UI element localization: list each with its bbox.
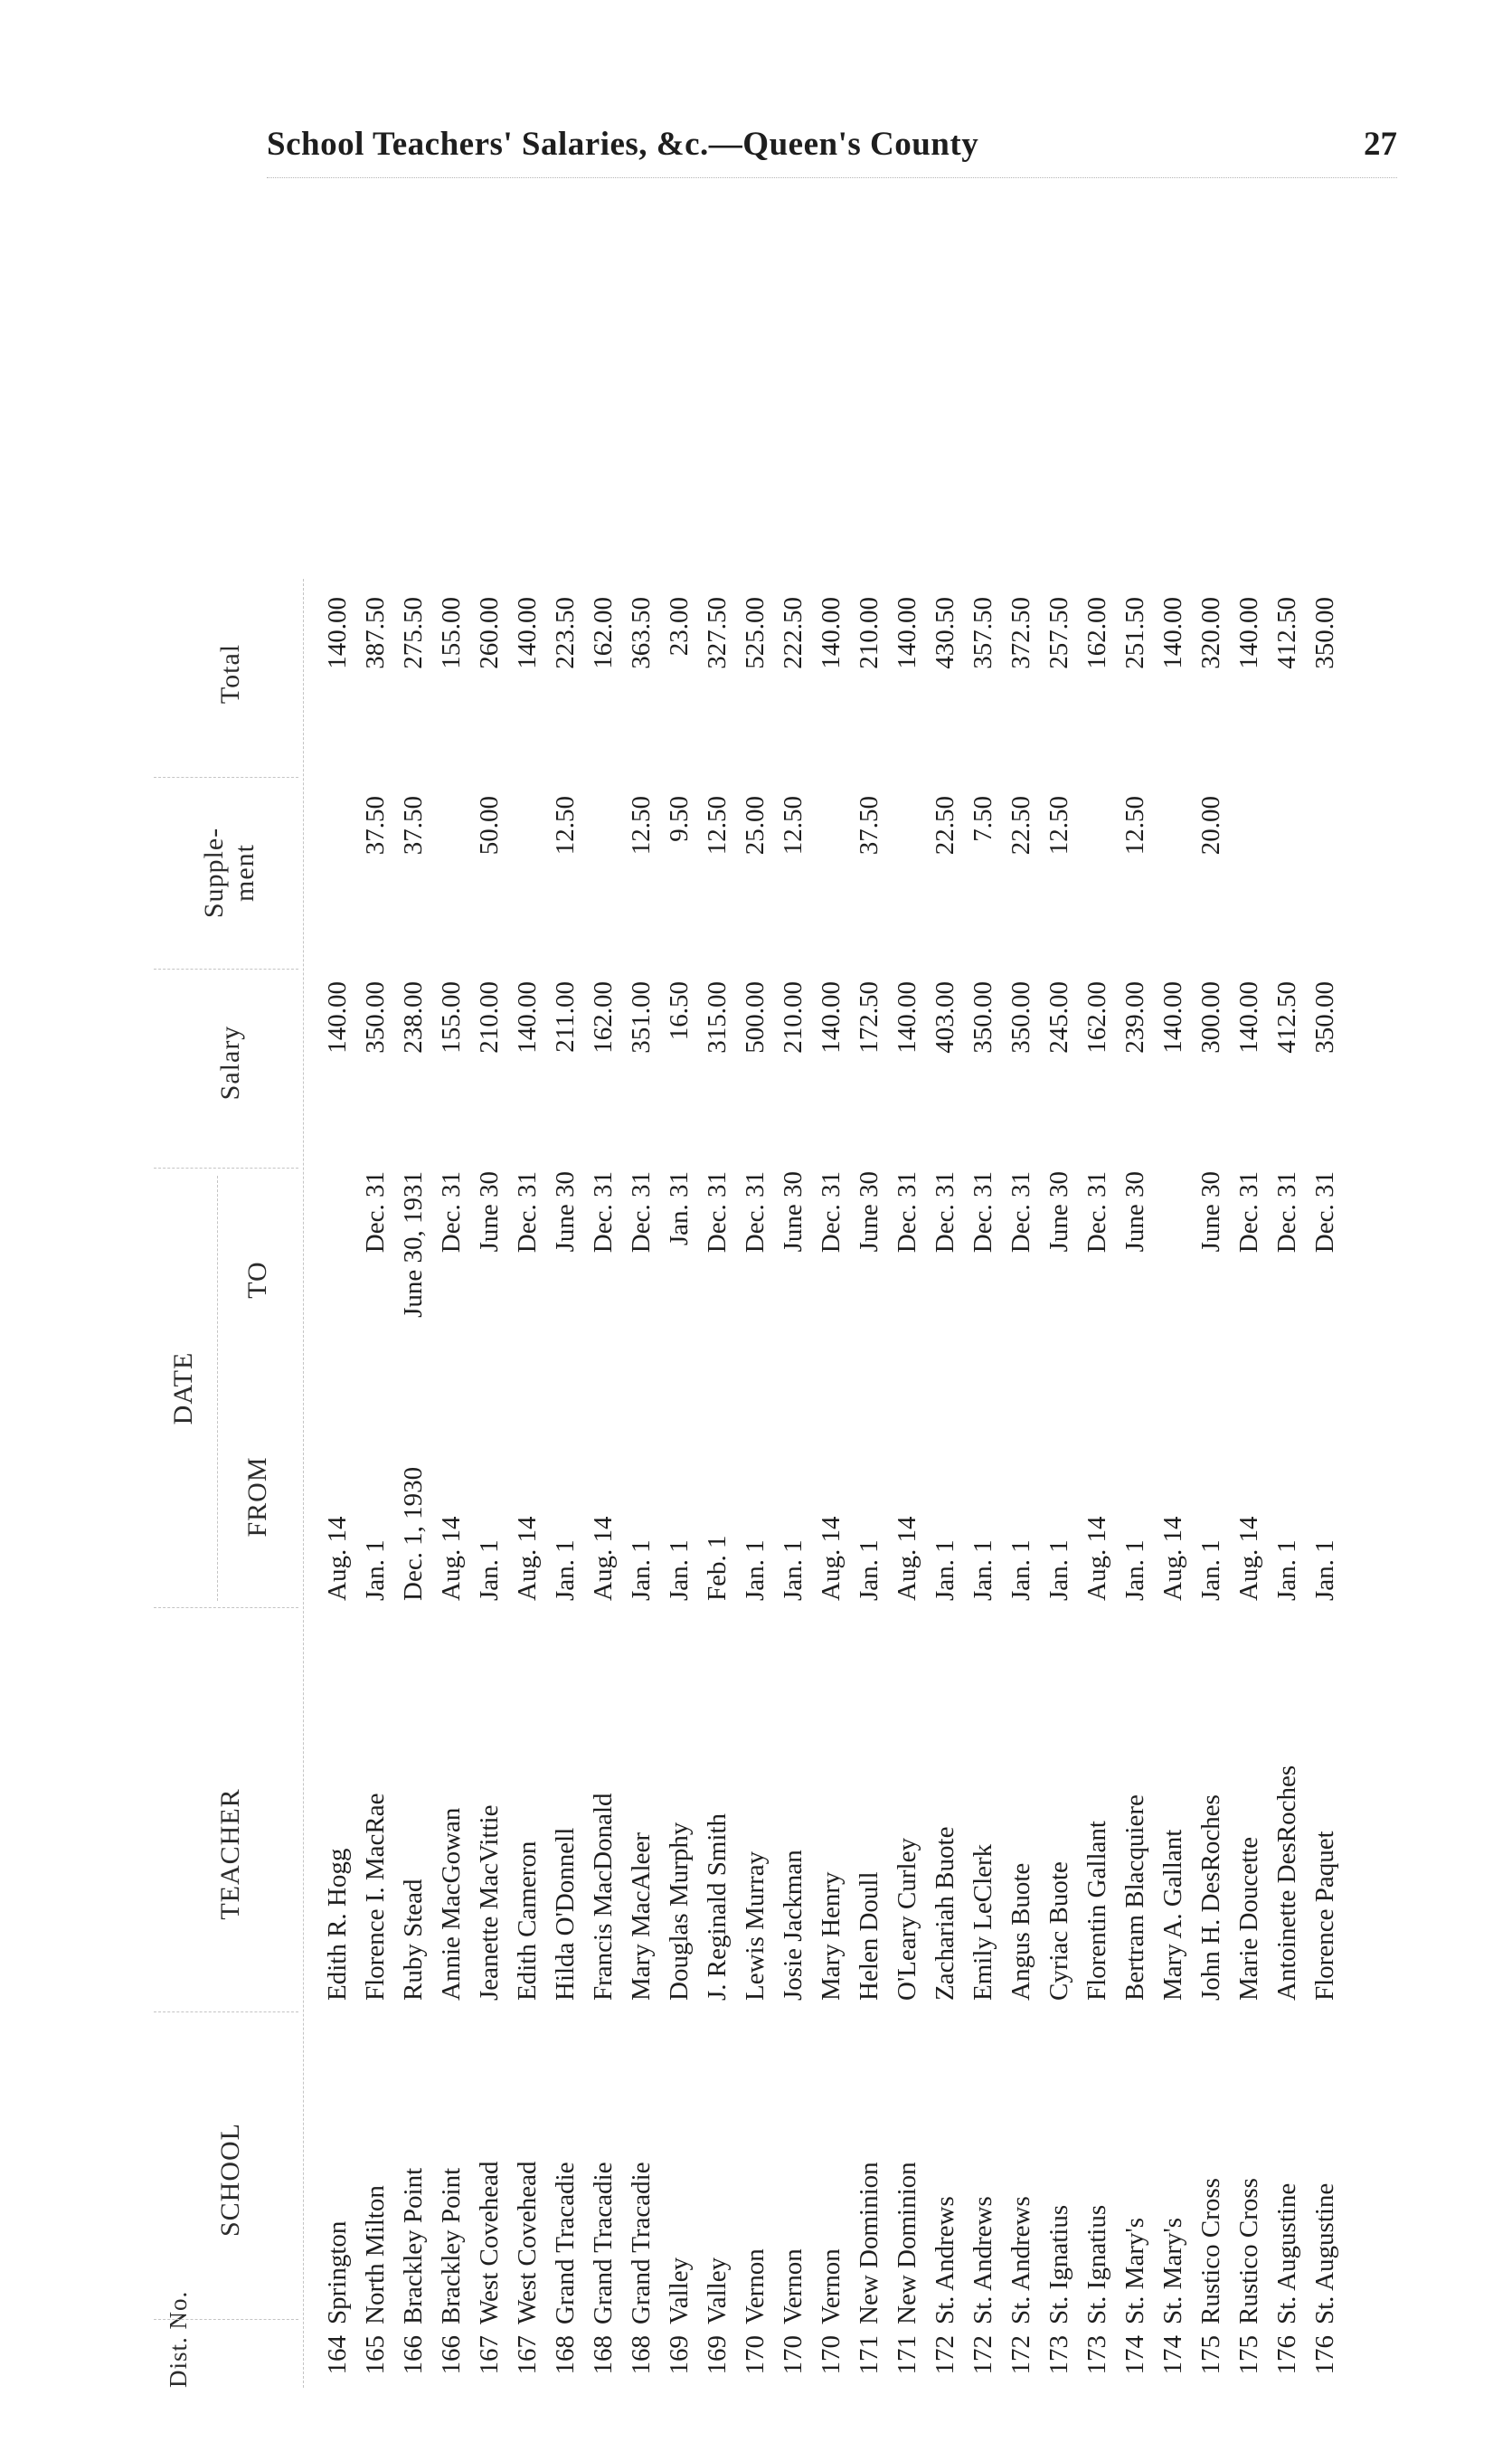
- cell-dist-no: 176: [1272, 2335, 1301, 2375]
- cell-dist-no: 171: [855, 2335, 884, 2375]
- cell-total: 140.00: [513, 597, 542, 669]
- cell-teacher: Marie Doucette: [1234, 1836, 1263, 2001]
- cell-to: Dec. 31: [1082, 1171, 1111, 1254]
- cell-from: Jan. 1: [1044, 1539, 1073, 1601]
- cell-salary: 350.00: [969, 981, 997, 1054]
- cell-dist-no: 172: [969, 2335, 997, 2375]
- cell-from: Aug. 14: [437, 1516, 466, 1601]
- cell-teacher: John H. DesRoches: [1196, 1794, 1225, 2001]
- cell-teacher: Lewis Murray: [741, 1850, 770, 2001]
- cell-supplement: 12.50: [1120, 796, 1149, 856]
- cell-from: Jan. 1: [931, 1539, 959, 1601]
- cell-supplement: 37.50: [361, 796, 390, 856]
- table-row: [1040, 461, 1078, 2388]
- cell-teacher: Annie MacGowan: [437, 1807, 466, 2001]
- cell-from: Aug. 14: [589, 1516, 618, 1601]
- cell-supplement: 37.50: [855, 796, 884, 856]
- cell-teacher: O'Leary Curley: [893, 1838, 921, 2001]
- cell-to: Dec. 31: [969, 1171, 997, 1254]
- cell-dist-no: 173: [1082, 2335, 1111, 2375]
- table-row: [850, 461, 888, 2388]
- cell-salary: 351.00: [627, 981, 656, 1054]
- cell-teacher: Ruby Stead: [399, 1879, 428, 2001]
- cell-salary: 350.00: [1310, 981, 1339, 1054]
- cell-from: Aug. 14: [1158, 1516, 1187, 1601]
- table-row: [1154, 461, 1192, 2388]
- cell-dist-no: 176: [1310, 2335, 1339, 2375]
- cell-teacher: Angus Buote: [1006, 1862, 1035, 2001]
- col-header-dist-no: Dist. No.: [165, 2290, 192, 2388]
- cell-dist-no: 174: [1158, 2335, 1187, 2375]
- cell-from: Jan. 1: [361, 1539, 390, 1601]
- col-header-to: TO: [242, 1261, 272, 1299]
- cell-dist-no: 172: [931, 2335, 959, 2375]
- col-header-salary: Salary: [215, 1025, 245, 1101]
- cell-total: 412.50: [1272, 597, 1301, 669]
- cell-total: 210.00: [855, 597, 884, 669]
- cell-total: 23.00: [665, 597, 694, 657]
- cell-total: 222.50: [779, 597, 808, 669]
- cell-from: Aug. 14: [1234, 1516, 1263, 1601]
- cell-school: North Milton: [361, 2185, 390, 2324]
- table-row: [1306, 461, 1344, 2388]
- cell-from: Jan. 1: [1272, 1539, 1301, 1601]
- cell-to: Dec. 31: [361, 1171, 390, 1254]
- cell-from: Jan. 1: [855, 1539, 884, 1601]
- cell-total: 223.50: [551, 597, 580, 669]
- cell-to: Dec. 31: [893, 1171, 921, 1254]
- cell-supplement: 22.50: [1006, 796, 1035, 856]
- cell-from: Jan. 1: [665, 1539, 694, 1601]
- table-row: [1268, 461, 1306, 2388]
- cell-salary: 350.00: [361, 981, 390, 1054]
- cell-to: Dec. 31: [703, 1171, 732, 1254]
- cell-dist-no: 168: [589, 2335, 618, 2375]
- cell-dist-no: 170: [779, 2335, 808, 2375]
- col-divider: [154, 2011, 298, 2012]
- cell-to: June 30: [1196, 1171, 1225, 1253]
- cell-from: Jan. 1: [1006, 1539, 1035, 1601]
- cell-supplement: 12.50: [627, 796, 656, 856]
- cell-dist-no: 172: [1006, 2335, 1035, 2375]
- cell-to: Dec. 31: [1310, 1171, 1339, 1254]
- cell-supplement: 37.50: [399, 796, 428, 856]
- cell-from: Aug. 14: [1082, 1516, 1111, 1601]
- cell-dist-no: 167: [475, 2335, 504, 2375]
- cell-total: 260.00: [475, 597, 504, 669]
- cell-total: 275.50: [399, 597, 428, 669]
- cell-to: Dec. 31: [627, 1171, 656, 1254]
- cell-supplement: 12.50: [779, 796, 808, 856]
- cell-teacher: Mary MacAleer: [627, 1832, 656, 2001]
- col-divider: [154, 1168, 298, 1169]
- cell-to: June 30: [551, 1171, 580, 1253]
- cell-to: June 30, 1931: [399, 1171, 428, 1318]
- cell-to: June 30: [475, 1171, 504, 1253]
- cell-supplement: 12.50: [703, 796, 732, 856]
- cell-teacher: Cyriac Buote: [1044, 1861, 1073, 2001]
- cell-supplement: 12.50: [1044, 796, 1073, 856]
- cell-salary: 211.00: [551, 981, 580, 1053]
- cell-school: St. Augustine: [1272, 2182, 1301, 2324]
- cell-total: 357.50: [969, 597, 997, 669]
- cell-teacher: Emily LeClerk: [969, 1843, 997, 2001]
- cell-dist-no: 165: [361, 2335, 390, 2375]
- cell-school: Grand Tracadie: [551, 2162, 580, 2324]
- cell-dist-no: 175: [1234, 2335, 1263, 2375]
- cell-from: Jan. 1: [741, 1539, 770, 1601]
- cell-teacher: Douglas Murphy: [665, 1822, 694, 2001]
- cell-salary: 140.00: [513, 981, 542, 1054]
- cell-teacher: Mary Henry: [817, 1871, 846, 2001]
- cell-supplement: 20.00: [1196, 796, 1225, 856]
- col-header-supplement-1: Supple-: [199, 827, 229, 919]
- cell-from: Jan. 1: [969, 1539, 997, 1601]
- cell-school: Valley: [665, 2257, 694, 2324]
- cell-school: Vernon: [741, 2248, 770, 2324]
- cell-dist-no: 166: [437, 2335, 466, 2375]
- cell-dist-no: 170: [817, 2335, 846, 2375]
- cell-total: 363.50: [627, 597, 656, 669]
- cell-total: 387.50: [361, 597, 390, 669]
- cell-from: Jan. 1: [1310, 1539, 1339, 1601]
- cell-total: 430.50: [931, 597, 959, 669]
- cell-from: Jan. 1: [1120, 1539, 1149, 1601]
- cell-from: Aug. 14: [513, 1516, 542, 1601]
- cell-salary: 140.00: [1158, 981, 1187, 1054]
- cell-school: St. Andrews: [1006, 2196, 1035, 2324]
- col-header-teacher: TEACHER: [215, 1788, 245, 1920]
- cell-total: 140.00: [893, 597, 921, 669]
- cell-school: St. Mary's: [1120, 2217, 1149, 2324]
- cell-school: Brackley Point: [437, 2167, 466, 2324]
- cell-teacher: Florence Paquet: [1310, 1831, 1339, 2001]
- cell-from: Jan. 1: [1196, 1539, 1225, 1601]
- cell-school: St. Ignatius: [1082, 2204, 1111, 2324]
- cell-to: Dec. 31: [741, 1171, 770, 1254]
- cell-school: Rustico Cross: [1196, 2178, 1225, 2324]
- table-row: [736, 461, 774, 2388]
- cell-salary: 162.00: [589, 981, 618, 1054]
- cell-salary: 140.00: [323, 981, 352, 1054]
- cell-teacher: Josie Jackman: [779, 1850, 808, 2001]
- cell-dist-no: 175: [1196, 2335, 1225, 2375]
- cell-teacher: Helen Doull: [855, 1871, 884, 2001]
- cell-to: Dec. 31: [1234, 1171, 1263, 1254]
- table-row: [1230, 461, 1268, 2388]
- cell-to: Dec. 31: [931, 1171, 959, 1254]
- cell-salary: 210.00: [779, 981, 808, 1054]
- cell-dist-no: 171: [893, 2335, 921, 2375]
- cell-school: West Covehead: [513, 2161, 542, 2324]
- cell-total: 162.00: [589, 597, 618, 669]
- table-row: [622, 461, 660, 2388]
- cell-from: Feb. 1: [703, 1535, 732, 1601]
- cell-total: 257.50: [1044, 597, 1073, 669]
- table-row: [1078, 461, 1116, 2388]
- cell-teacher: Florentin Gallant: [1082, 1821, 1111, 2001]
- cell-school: Vernon: [817, 2248, 846, 2324]
- col-header-supplement-2: ment: [230, 844, 260, 902]
- col-header-school: SCHOOL: [215, 2123, 245, 2238]
- cell-school: St. Mary's: [1158, 2217, 1187, 2324]
- cell-supplement: 7.50: [969, 796, 997, 842]
- cell-dist-no: 168: [627, 2335, 656, 2375]
- cell-total: 140.00: [1234, 597, 1263, 669]
- table-row: [698, 461, 736, 2388]
- table-row: [432, 461, 470, 2388]
- cell-teacher: Francis MacDonald: [589, 1793, 618, 2001]
- cell-total: 372.50: [1006, 597, 1035, 669]
- cell-dist-no: 169: [703, 2335, 732, 2375]
- cell-dist-no: 166: [399, 2335, 428, 2375]
- cell-teacher: Jeanette MacVittie: [475, 1804, 504, 2001]
- cell-salary: 245.00: [1044, 981, 1073, 1054]
- col-divider: [154, 969, 298, 970]
- cell-salary: 238.00: [399, 981, 428, 1054]
- page-number: 27: [1364, 126, 1397, 163]
- cell-school: St. Augustine: [1310, 2182, 1339, 2324]
- cell-total: 140.00: [323, 597, 352, 669]
- cell-school: Vernon: [779, 2248, 808, 2324]
- cell-supplement: 22.50: [931, 796, 959, 856]
- cell-to: Dec. 31: [817, 1171, 846, 1254]
- cell-salary: 315.00: [703, 981, 732, 1054]
- cell-teacher: Hilda O'Donnell: [551, 1827, 580, 2001]
- cell-to: June 30: [779, 1171, 808, 1253]
- header-bottom-rule: [303, 579, 304, 2388]
- cell-dist-no: 170: [741, 2335, 770, 2375]
- table-row: [812, 461, 850, 2388]
- cell-school: West Covehead: [475, 2161, 504, 2324]
- cell-school: Valley: [703, 2257, 732, 2324]
- date-divider: [217, 1176, 218, 1601]
- table-row: [888, 461, 926, 2388]
- cell-school: Grand Tracadie: [589, 2162, 618, 2324]
- cell-school: St. Ignatius: [1044, 2204, 1073, 2324]
- cell-salary: 412.50: [1272, 981, 1301, 1054]
- table-row: [546, 461, 584, 2388]
- cell-teacher: Antoinette DesRoches: [1272, 1765, 1301, 2001]
- cell-supplement: 12.50: [551, 796, 580, 856]
- cell-from: Aug. 14: [893, 1516, 921, 1601]
- cell-teacher: J. Reginald Smith: [703, 1813, 732, 2001]
- cell-teacher: Edith R. Hogg: [323, 1848, 352, 2001]
- cell-salary: 500.00: [741, 981, 770, 1054]
- cell-teacher: Bertram Blacquiere: [1120, 1794, 1149, 2001]
- cell-school: Brackley Point: [399, 2167, 428, 2324]
- header-rule: [267, 177, 1397, 178]
- cell-total: 155.00: [437, 597, 466, 669]
- cell-dist-no: 174: [1120, 2335, 1149, 2375]
- cell-dist-no: 164: [323, 2335, 352, 2375]
- cell-total: 320.00: [1196, 597, 1225, 669]
- table-row: [1002, 461, 1040, 2388]
- cell-to: Dec. 31: [1272, 1171, 1301, 1254]
- col-divider: [154, 777, 298, 778]
- col-divider: [154, 1607, 298, 1608]
- cell-teacher: Mary A. Gallant: [1158, 1829, 1187, 2001]
- cell-salary: 210.00: [475, 981, 504, 1054]
- cell-to: June 30: [1120, 1171, 1149, 1253]
- cell-total: 350.00: [1310, 597, 1339, 669]
- cell-school: Rustico Cross: [1234, 2178, 1263, 2324]
- col-header-date: DATE: [168, 1351, 198, 1425]
- cell-school: Grand Tracadie: [627, 2162, 656, 2324]
- cell-to: June 30: [1044, 1171, 1073, 1253]
- cell-salary: 300.00: [1196, 981, 1225, 1054]
- table-row: [1116, 461, 1154, 2388]
- cell-supplement: 50.00: [475, 796, 504, 856]
- table-row: [584, 461, 622, 2388]
- cell-salary: 403.00: [931, 981, 959, 1054]
- cell-total: 327.50: [703, 597, 732, 669]
- cell-school: New Dominion: [893, 2162, 921, 2324]
- col-header-total: Total: [215, 643, 245, 705]
- table-row: [926, 461, 964, 2388]
- cell-salary: 140.00: [817, 981, 846, 1054]
- table-row: [508, 461, 546, 2388]
- col-header-from: FROM: [242, 1456, 272, 1538]
- cell-dist-no: 169: [665, 2335, 694, 2375]
- cell-school: Springton: [323, 2220, 352, 2324]
- cell-to: June 30: [855, 1171, 884, 1253]
- table-row: [318, 461, 356, 2388]
- table-row: [470, 461, 508, 2388]
- cell-total: 251.50: [1120, 597, 1149, 669]
- cell-to: Dec. 31: [1006, 1171, 1035, 1254]
- page-title: School Teachers' Salaries, &c.—Queen's County: [267, 126, 979, 163]
- cell-total: 140.00: [1158, 597, 1187, 669]
- cell-salary: 16.50: [665, 981, 694, 1041]
- table-row: [394, 461, 432, 2388]
- cell-salary: 140.00: [1234, 981, 1263, 1054]
- cell-to: Jan. 31: [665, 1171, 694, 1246]
- cell-salary: 172.50: [855, 981, 884, 1054]
- cell-salary: 239.00: [1120, 981, 1149, 1054]
- cell-from: Jan. 1: [779, 1539, 808, 1601]
- cell-supplement: 9.50: [665, 796, 694, 842]
- cell-total: 140.00: [817, 597, 846, 669]
- table-row: [964, 461, 1002, 2388]
- cell-total: 162.00: [1082, 597, 1111, 669]
- table-row: [774, 461, 812, 2388]
- cell-teacher: Florence I. MacRae: [361, 1793, 390, 2001]
- table-row: [1192, 461, 1230, 2388]
- table-row: [356, 461, 394, 2388]
- cell-teacher: Edith Cameron: [513, 1841, 542, 2001]
- cell-teacher: Zachariah Buote: [931, 1826, 959, 2001]
- cell-to: Dec. 31: [437, 1171, 466, 1254]
- cell-salary: 140.00: [893, 981, 921, 1054]
- cell-from: Aug. 14: [817, 1516, 846, 1601]
- cell-from: Dec. 1, 1930: [399, 1466, 428, 1601]
- table-row: [660, 461, 698, 2388]
- cell-salary: 155.00: [437, 981, 466, 1054]
- cell-school: St. Andrews: [969, 2196, 997, 2324]
- cell-dist-no: 167: [513, 2335, 542, 2375]
- cell-school: St. Andrews: [931, 2196, 959, 2324]
- cell-school: New Dominion: [855, 2162, 884, 2324]
- cell-dist-no: 168: [551, 2335, 580, 2375]
- cell-dist-no: 173: [1044, 2335, 1073, 2375]
- cell-from: Jan. 1: [627, 1539, 656, 1601]
- cell-total: 525.00: [741, 597, 770, 669]
- cell-from: Aug. 14: [323, 1516, 352, 1601]
- salary-table: [154, 461, 1366, 2388]
- cell-supplement: 25.00: [741, 796, 770, 856]
- cell-salary: 162.00: [1082, 981, 1111, 1054]
- cell-salary: 350.00: [1006, 981, 1035, 1054]
- col-divider: [154, 2319, 298, 2320]
- cell-from: Jan. 1: [551, 1539, 580, 1601]
- cell-from: Jan. 1: [475, 1539, 504, 1601]
- cell-to: Dec. 31: [513, 1171, 542, 1254]
- cell-to: Dec. 31: [589, 1171, 618, 1254]
